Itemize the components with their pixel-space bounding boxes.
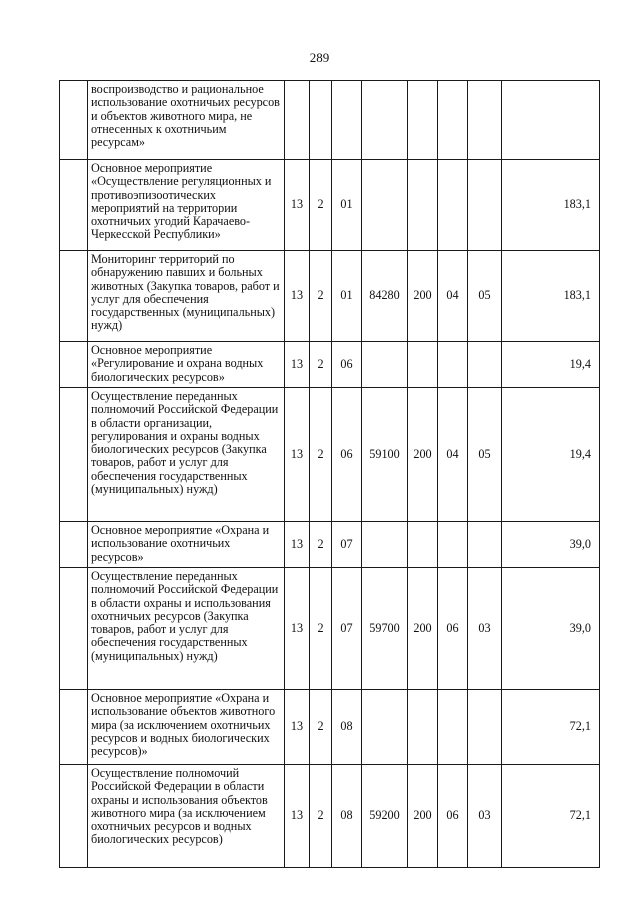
item-name-cell: воспроизводство и рациональное использование охотничьих ресурсов и объектов животного мира, не отнесенных к охотничьим ресурсам»: [88, 81, 285, 160]
program-code-cell: 13: [285, 251, 310, 342]
item-name-cell: Основное мероприятие «Регулирование и охрана водных биологических ресурсов»: [88, 342, 285, 388]
subsection-code-cell: 05: [468, 388, 502, 522]
subsection-code-cell: [468, 342, 502, 388]
item-name-cell: Осуществление переданных полномочий Российской Федерации в области организации, регулирования и охраны водных биологических ресурсов (Закупка товаров, работ и услуг для обеспечения государственных (муниципальных) нужд): [88, 388, 285, 522]
program-code-cell: 13: [285, 160, 310, 251]
direction-code-cell: 59700: [362, 568, 408, 690]
section-code-cell: 04: [438, 251, 468, 342]
section-code-cell: [438, 81, 468, 160]
subprogram-code-cell: 2: [310, 690, 332, 765]
section-code-cell: 04: [438, 388, 468, 522]
page-number: 289: [309, 50, 330, 65]
direction-code-cell: [362, 160, 408, 251]
blank-cell: [60, 765, 88, 868]
item-name-cell: Основное мероприятие «Охрана и использование охотничьих ресурсов»: [88, 522, 285, 568]
blank-cell: [60, 160, 88, 251]
subprogram-code-cell: 2: [310, 251, 332, 342]
table-row: [60, 568, 600, 690]
amount-cell: 39,0: [502, 568, 600, 690]
activity-code-cell: 01: [332, 251, 362, 342]
item-name-cell: Мониторинг территорий по обнаружению павших и больных животных (Закупка товаров, работ и услуг для обеспечения государственных (муниципальных) нужд): [88, 251, 285, 342]
program-code-cell: 13: [285, 388, 310, 522]
section-code-cell: [438, 160, 468, 251]
amount-cell: 183,1: [502, 160, 600, 251]
expense-type-cell: 200: [408, 568, 438, 690]
table-row: [60, 388, 600, 522]
program-code-cell: 13: [285, 342, 310, 388]
section-code-cell: [438, 690, 468, 765]
blank-cell: [60, 388, 88, 522]
table-row: [60, 251, 600, 342]
expense-type-cell: [408, 81, 438, 160]
item-name-cell: Основное мероприятие «Охрана и использование объектов животного мира (за исключением охотничьих ресурсов и водных биологических ресурсов)»: [88, 690, 285, 765]
subsection-code-cell: 03: [468, 568, 502, 690]
blank-cell: [60, 568, 88, 690]
subprogram-code-cell: 2: [310, 568, 332, 690]
budget-table: [59, 80, 600, 868]
subprogram-code-cell: 2: [310, 160, 332, 251]
direction-code-cell: 84280: [362, 251, 408, 342]
subsection-code-cell: 03: [468, 765, 502, 868]
subsection-code-cell: [468, 81, 502, 160]
expense-type-cell: 200: [408, 765, 438, 868]
table-row: [60, 690, 600, 765]
subprogram-code-cell: 2: [310, 765, 332, 868]
table-row: [60, 522, 600, 568]
expense-type-cell: [408, 522, 438, 568]
program-code-cell: 13: [285, 522, 310, 568]
activity-code-cell: 08: [332, 690, 362, 765]
direction-code-cell: [362, 342, 408, 388]
activity-code-cell: 06: [332, 342, 362, 388]
item-name-cell: Осуществление переданных полномочий Российской Федерации в области охраны и использования охотничьих ресурсов (Закупка товаров, работ и услуг для обеспечения государственных (муниципальных) нужд): [88, 568, 285, 690]
section-code-cell: [438, 522, 468, 568]
direction-code-cell: [362, 522, 408, 568]
amount-cell: 72,1: [502, 690, 600, 765]
subprogram-code-cell: 2: [310, 522, 332, 568]
direction-code-cell: 59200: [362, 765, 408, 868]
table-row: [60, 342, 600, 388]
expense-type-cell: [408, 160, 438, 251]
activity-code-cell: 08: [332, 765, 362, 868]
subprogram-code-cell: 2: [310, 388, 332, 522]
amount-cell: 19,4: [502, 388, 600, 522]
activity-code-cell: 07: [332, 568, 362, 690]
direction-code-cell: 59100: [362, 388, 408, 522]
subsection-code-cell: 05: [468, 251, 502, 342]
item-name-cell: Осуществление полномочий Российской Федерации в области охраны и использования объектов животного мира (за исключением охотничьих ресурсов и водных биологических ресурсов): [88, 765, 285, 868]
table-body: [60, 81, 600, 868]
program-code-cell: [285, 81, 310, 160]
blank-cell: [60, 690, 88, 765]
amount-cell: 39,0: [502, 522, 600, 568]
table-row: [60, 160, 600, 251]
amount-cell: 19,4: [502, 342, 600, 388]
direction-code-cell: [362, 81, 408, 160]
amount-cell: [502, 81, 600, 160]
amount-cell: 183,1: [502, 251, 600, 342]
amount-cell: 72,1: [502, 765, 600, 868]
subprogram-code-cell: 2: [310, 342, 332, 388]
activity-code-cell: 07: [332, 522, 362, 568]
expense-type-cell: 200: [408, 251, 438, 342]
activity-code-cell: 01: [332, 160, 362, 251]
subsection-code-cell: [468, 522, 502, 568]
program-code-cell: 13: [285, 765, 310, 868]
expense-type-cell: 200: [408, 388, 438, 522]
expense-type-cell: [408, 342, 438, 388]
subsection-code-cell: [468, 690, 502, 765]
program-code-cell: 13: [285, 568, 310, 690]
program-code-cell: 13: [285, 690, 310, 765]
table-row: [60, 765, 600, 868]
direction-code-cell: [362, 690, 408, 765]
section-code-cell: [438, 342, 468, 388]
expense-type-cell: [408, 690, 438, 765]
activity-code-cell: [332, 81, 362, 160]
item-name-cell: Основное мероприятие «Осуществление регуляционных и противоэпизоотических мероприятий на территории охотничьих угодий Карачаево-Черкесской Республики»: [88, 160, 285, 251]
blank-cell: [60, 342, 88, 388]
section-code-cell: 06: [438, 568, 468, 690]
blank-cell: [60, 81, 88, 160]
activity-code-cell: 06: [332, 388, 362, 522]
section-code-cell: 06: [438, 765, 468, 868]
subprogram-code-cell: [310, 81, 332, 160]
blank-cell: [60, 251, 88, 342]
blank-cell: [60, 522, 88, 568]
table-row: [60, 81, 600, 160]
subsection-code-cell: [468, 160, 502, 251]
